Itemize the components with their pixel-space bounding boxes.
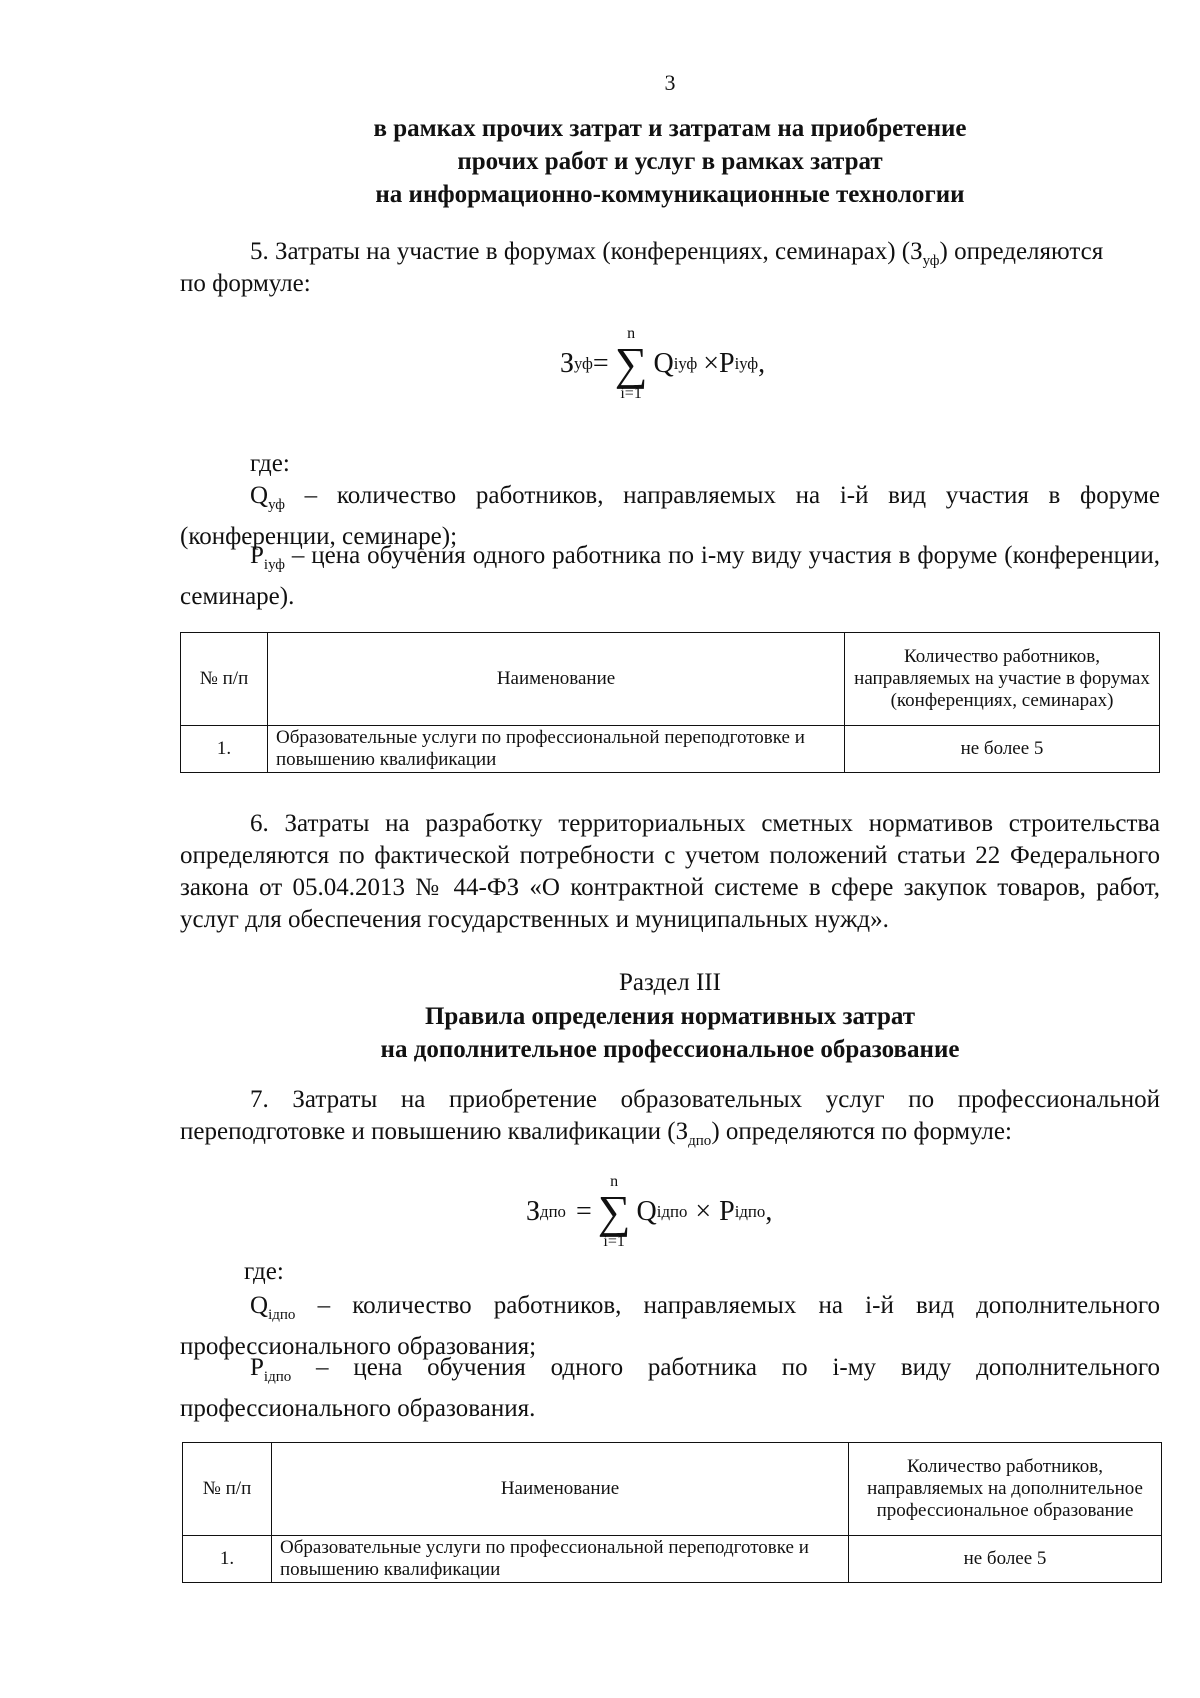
item7-def-p-text: – цена обучения одного работника по i-му виду дополнительного профессионального образования. [180,1354,1160,1422]
item7-def-p [180,1352,1160,1425]
section3-title [180,1000,1160,1066]
item6-text: 6. Затраты на разработку территориальных сметных нормативов строительства определяются по фактической потребности с учетом положений статьи 22 Федерального закона от 05.04.2013 № 44-ФЗ «О контрактной системе в сфере закупок товаров, работ, услуг для обеспечения государственных и муниципальных нужд». [180,810,1160,933]
item5-intro-sub: уф [922,253,940,269]
item5-def-p-sym: P [250,542,264,569]
section3-title-line-1: Правила определения нормативных затрат [424,1003,916,1030]
item7-intro-before: 7. Затраты на приобретение образовательных услуг по профессиональной переподготовке и повышению квалификации (З [180,1086,1160,1145]
item7-def-p-sym: P [250,1354,264,1381]
formula-uf-times: × [703,348,720,379]
item7-def-q-sym: Q [250,1292,269,1319]
formula-dpo-eq: = [575,1196,592,1227]
formula-dpo-tail: , [765,1196,773,1227]
table-cell: не более 5 [845,726,1160,773]
formula-dpo-q-sub: iдпо [656,1202,688,1221]
item7-where: где: [244,1258,284,1285]
formula-dpo-q: Q [636,1196,657,1227]
item5-intro-before: 5. Затраты на участие в форумах (конференциях, семинарах) (З [250,238,923,265]
formula-dpo-times: × [695,1196,712,1227]
table-uf [180,632,1160,773]
formula-uf [560,326,765,402]
item7-def-p-sub: iдпо [263,1369,292,1385]
formula-uf-tail: , [758,348,766,379]
table-header-row [183,1443,1162,1536]
table-header-cell: Количество работников, направляемых на участие в форумах (конференциях, семинарах) [845,633,1160,726]
formula-uf-q: Q [653,348,674,379]
item5-def-q-sub: уф [268,497,285,513]
table-cell: 1. [183,1536,272,1583]
table-header-cell: Наименование [268,633,845,726]
item7-def-q-text: – количество работников, направляемых на i-й вид дополнительного профессионального образования; [180,1292,1160,1360]
sigma-icon: ∑ [614,338,648,389]
table-cell: Образовательные услуги по профессиональной переподготовке и повышению квалификации [268,726,845,773]
item5-def-q-sym: Q [250,482,269,509]
formula-uf-lower: i=1 [620,385,642,402]
formula-dpo-p-sub: iдпо [734,1202,766,1221]
table-row [181,726,1160,773]
formula-uf-p-sub: iуф [734,354,759,373]
formula-uf-upper: n [627,325,636,342]
item7-def-q-sub: iдпо [268,1307,296,1323]
section3-title-line-2: на дополнительное профессиональное образование [380,1036,960,1063]
table-header-row [181,633,1160,726]
table-header-cell: Наименование [272,1443,849,1536]
heading-line-3: на информационно-коммуникационные технологии [375,181,965,208]
formula-dpo-lhs: З [526,1196,541,1227]
table-header-cell: Количество работников, направляемых на дополнительное профессиональное образование [849,1443,1162,1536]
item5-def-p-text: – цена обучения одного работника по i-му виду участия в форуме (конференции, семинаре). [180,542,1160,610]
section-heading [180,112,1160,211]
formula-uf-sum [615,326,648,402]
table-header-cell: № п/п [181,633,268,726]
heading-line-1: в рамках прочих затрат и затратам на приобретение [373,115,967,142]
item7-intro-after: ) определяются по формуле: [711,1118,1012,1145]
formula-dpo [526,1174,772,1250]
item5-def-q-text: – количество работников, направляемых на i-й вид участия в форуме (конференции, семинаре); [180,482,1160,550]
item5-intro-line2: по формуле: [180,270,311,297]
table-cell: не более 5 [849,1536,1162,1583]
formula-uf-q-sub: iуф [673,354,698,373]
table-cell: Образовательные услуги по профессиональной переподготовке и повышению квалификации [272,1536,849,1583]
item7-intro-sub: дпо [688,1133,712,1149]
formula-dpo-p: P [719,1196,735,1227]
section3-label: Раздел III [619,969,721,996]
item5-def-p-sub: iуф [263,557,285,573]
sigma-icon: ∑ [597,1186,631,1237]
item5-intro-after: ) определяются [939,238,1104,265]
heading-line-2: прочих работ и услуг в рамках затрат [457,148,883,175]
table-cell: 1. [181,726,268,773]
table-header-cell: № п/п [183,1443,272,1536]
formula-uf-p: P [719,348,735,379]
formula-dpo-lower: i=1 [603,1233,625,1250]
item5-where: где: [250,450,290,477]
formula-dpo-sum [598,1174,631,1250]
formula-uf-lhs: З [560,348,575,379]
formula-dpo-upper: n [610,1173,619,1190]
formula-uf-eq: = [592,348,609,379]
formula-dpo-lhs-sub: дпо [540,1202,566,1221]
item5-def-p [180,540,1160,613]
formula-uf-lhs-sub: уф [574,354,593,373]
page-number: 3 [664,70,676,95]
table-row [183,1536,1162,1583]
table-dpo [182,1442,1162,1583]
item7-intro [180,1084,1160,1157]
